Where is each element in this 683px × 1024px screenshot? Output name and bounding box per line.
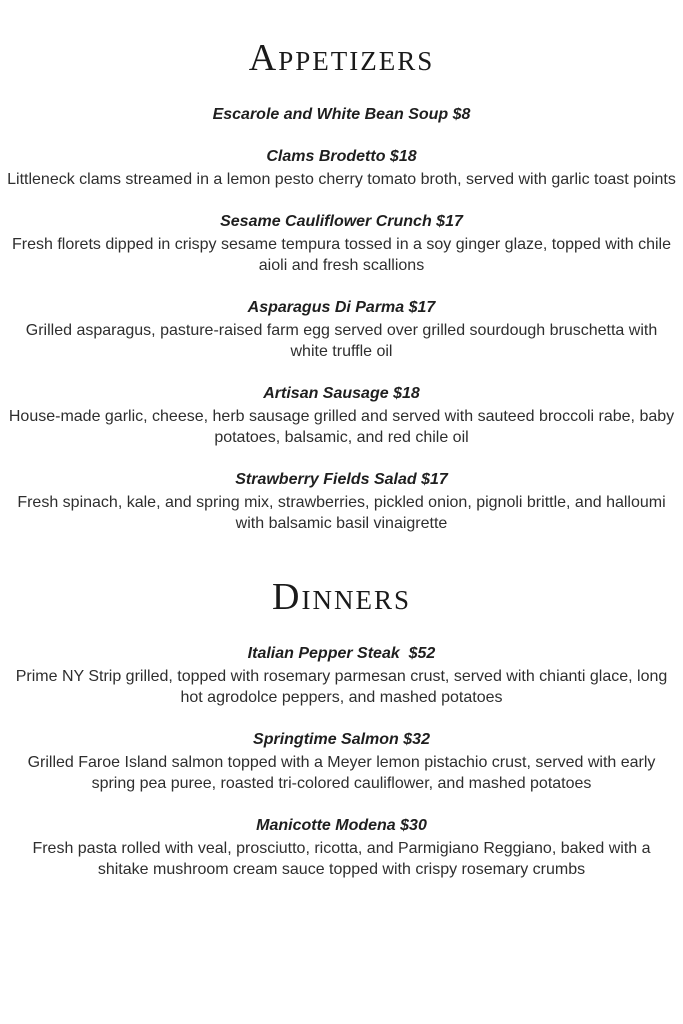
menu-item-name: Italian Pepper Steak $52 [247, 644, 436, 662]
menu-item-asparagus-di-parma [4, 297, 679, 363]
menu-item-springtime-salmon [4, 729, 679, 795]
menu-item-manicotte-modena [4, 815, 679, 881]
menu-item-name: Manicotte Modena $30 [256, 816, 427, 834]
menu-item-sesame-cauliflower [4, 211, 679, 277]
menu-item-description: Fresh pasta rolled with veal, prosciutto, ricotta, and Parmigiano Reggiano, baked with a shitake mushroom cream sauce topped with crispy rosemary crumbs [32, 839, 651, 878]
menu-item-description: Fresh florets dipped in crispy sesame tempura tossed in a soy ginger glaze, topped with chile aioli and fresh scallions [11, 235, 671, 274]
section-title-dinners: Dinners [272, 575, 411, 618]
menu-item-description: Grilled Faroe Island salmon topped with a Meyer lemon pistachio crust, served with early spring pea puree, roasted tri-colored cauliflower, and mashed potatoes [27, 753, 656, 792]
menu-item-description: Littleneck clams streamed in a lemon pesto cherry tomato broth, served with garlic toast points [7, 171, 676, 188]
menu-section-appetizers [4, 36, 679, 535]
menu-section-dinners [4, 575, 679, 881]
menu-item-name: Artisan Sausage $18 [263, 384, 420, 402]
menu-item-description: Grilled asparagus, pasture-raised farm egg served over grilled sourdough bruschetta with white truffle oil [25, 321, 658, 360]
menu-item-name: Clams Brodetto $18 [266, 148, 417, 165]
menu-item-italian-pepper-steak [4, 643, 679, 709]
menu-item-description: House-made garlic, cheese, herb sausage grilled and served with sauteed broccoli rabe, baby potatoes, balsamic, and red chile oil [8, 407, 675, 446]
menu-item-name: Escarole and White Bean Soup $8 [212, 106, 471, 123]
menu-item-name: Strawberry Fields Salad $17 [235, 470, 448, 488]
menu-item-name: Springtime Salmon $32 [253, 730, 430, 748]
menu-item-artisan-sausage [4, 383, 679, 449]
section-title-appetizers: Appetizers [248, 37, 435, 79]
menu-item-strawberry-fields-salad [4, 469, 679, 535]
menu-item-name: Sesame Cauliflower Crunch $17 [220, 212, 463, 230]
menu-item-escarole-soup [4, 104, 679, 126]
menu-item-description: Fresh spinach, kale, and spring mix, strawberries, pickled onion, pignoli brittle, and halloumi with balsamic basil vinaigrette [17, 493, 666, 532]
menu-item-clams-brodetto [4, 146, 679, 191]
menu-item-name: Asparagus Di Parma $17 [247, 298, 436, 316]
menu-item-description: Prime NY Strip grilled, topped with rosemary parmesan crust, served with chianti glace, long hot agrodolce peppers, and mashed potatoes [15, 667, 668, 706]
